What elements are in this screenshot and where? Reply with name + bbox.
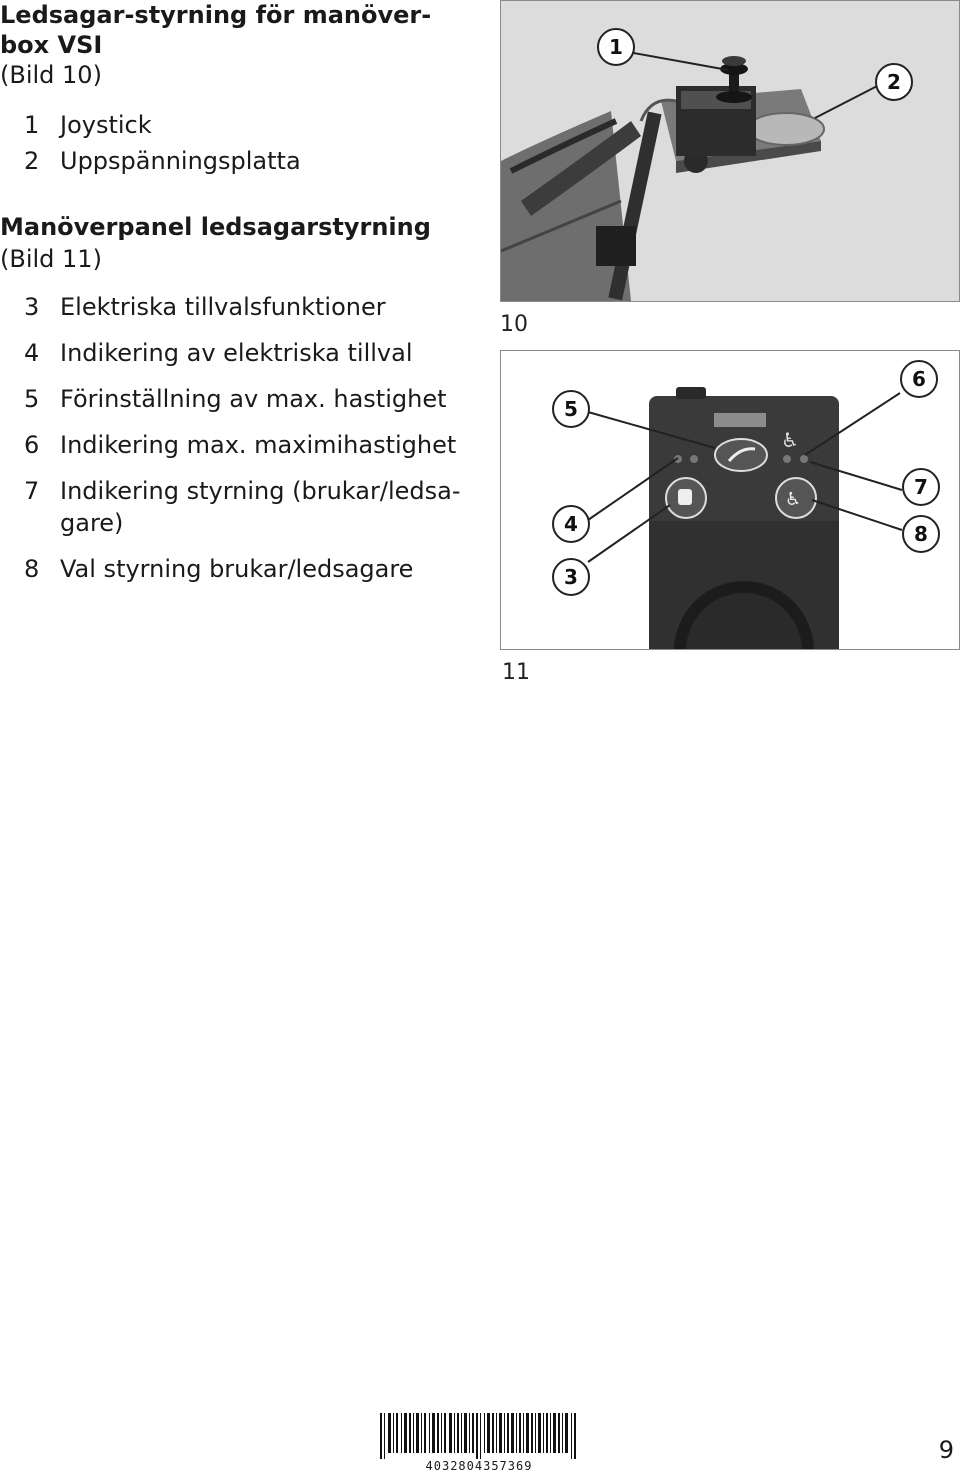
section1-title-line1: Ledsagar-styrning för manöver-	[0, 1, 432, 29]
item-text: Indikering av elektriska tillval	[60, 339, 413, 367]
item-number: 6	[24, 431, 40, 459]
item-text-continuation: gare)	[60, 509, 124, 537]
list-item	[24, 430, 456, 460]
item-text: Elektriska tillvalsfunktioner	[60, 293, 386, 321]
item-number: 1	[24, 111, 40, 139]
item-number: 8	[24, 555, 40, 583]
callout-7: 7	[902, 468, 940, 506]
list-item	[24, 338, 413, 368]
item-text: Indikering styrning (brukar/ledsa-	[60, 477, 461, 505]
section1-ref: (Bild 10)	[0, 61, 102, 89]
section2-title: Manöverpanel ledsagarstyrning	[0, 213, 431, 241]
callout-2: 2	[875, 63, 913, 101]
item-text: Indikering max. maximihastighet	[60, 431, 457, 459]
item-text: Förinställning av max. hastighet	[60, 385, 447, 413]
barcode-number: 4032804357369	[425, 1459, 533, 1473]
page-number: 9	[938, 1436, 954, 1464]
figure11-label: 11	[502, 660, 530, 685]
item-text: Uppspänningsplatta	[60, 147, 301, 175]
callout-3: 3	[552, 558, 590, 596]
item-number: 3	[24, 293, 40, 321]
svg-text:♿: ♿	[781, 428, 799, 452]
list-item	[24, 110, 152, 140]
section1-title-line2: box VSI	[0, 31, 103, 59]
item-number: 7	[24, 477, 40, 505]
item-number: 4	[24, 339, 40, 367]
item-text: Joystick	[60, 111, 152, 139]
callout-5: 5	[552, 390, 590, 428]
item-number: 5	[24, 385, 40, 413]
callout-4: 4	[552, 505, 590, 543]
figure10-leaders	[500, 0, 958, 300]
section2-ref: (Bild 11)	[0, 245, 102, 273]
callout-1: 1	[597, 28, 635, 66]
callout-6: 6	[900, 360, 938, 398]
callout-8: 8	[902, 515, 940, 553]
list-item	[24, 292, 386, 322]
item-text: Val styrning brukar/ledsagare	[60, 555, 414, 583]
item-number: 2	[24, 147, 40, 175]
svg-text:♿: ♿	[785, 489, 802, 510]
list-item	[24, 554, 413, 584]
list-item	[24, 384, 447, 414]
list-item	[24, 476, 460, 506]
list-item	[24, 146, 301, 176]
figure10-label: 10	[500, 312, 528, 337]
barcode	[380, 1413, 578, 1459]
